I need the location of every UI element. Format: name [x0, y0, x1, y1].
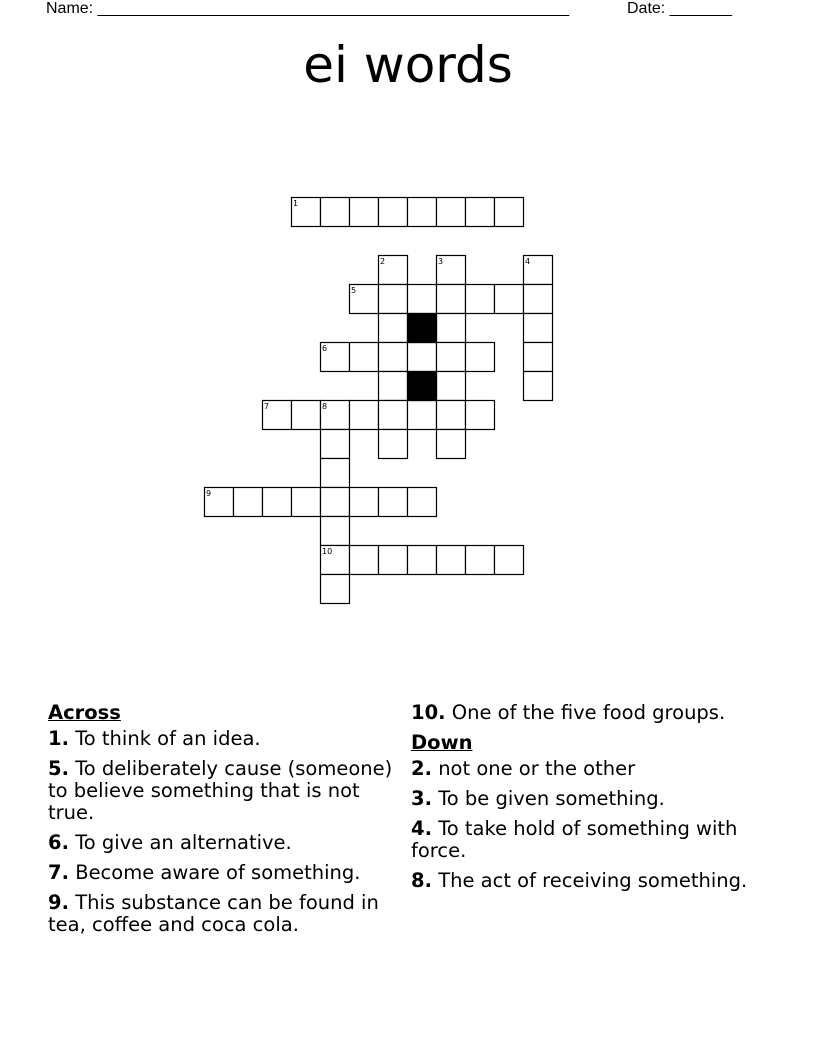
clue-number: 9.	[48, 891, 69, 914]
grid-cell[interactable]	[437, 285, 466, 314]
blocked-cell	[408, 372, 437, 401]
grid-cell[interactable]	[350, 401, 379, 430]
cell-number: 4	[525, 257, 531, 266]
grid-cell[interactable]	[379, 546, 408, 575]
across-clue-10	[411, 702, 771, 724]
across-clue-9	[48, 892, 393, 936]
clue-text: To think of an idea.	[75, 727, 261, 750]
across-clue-1	[48, 728, 393, 750]
cell-number: 10	[322, 547, 333, 556]
grid-cell[interactable]	[466, 285, 495, 314]
grid-cell[interactable]	[495, 285, 524, 314]
grid-cell[interactable]	[321, 488, 350, 517]
grid-cell[interactable]	[350, 198, 379, 227]
clue-number: 5.	[48, 757, 69, 780]
cell-number: 2	[380, 257, 386, 266]
clue-text: To be given something.	[438, 787, 665, 810]
date-label: Date:	[627, 0, 666, 17]
down-clue-2	[411, 758, 771, 780]
grid-cell[interactable]	[321, 575, 350, 604]
across-clue-6	[48, 832, 393, 854]
cell-number: 9	[206, 489, 212, 498]
grid-cell[interactable]	[437, 401, 466, 430]
grid-cell[interactable]	[321, 459, 350, 488]
grid-cell[interactable]	[466, 198, 495, 227]
down-clue-8	[411, 870, 771, 892]
clue-number: 8.	[411, 869, 432, 892]
down-clue-4	[411, 818, 771, 862]
grid-cell[interactable]	[321, 198, 350, 227]
across-heading: Across	[48, 701, 121, 724]
clue-number: 3.	[411, 787, 432, 810]
grid-cell[interactable]	[524, 285, 553, 314]
grid-cell[interactable]	[437, 198, 466, 227]
clue-number: 4.	[411, 817, 432, 840]
clue-text: The act of receiving something.	[438, 869, 748, 892]
grid-cell[interactable]	[495, 546, 524, 575]
grid-cell[interactable]	[466, 546, 495, 575]
grid-cell[interactable]	[466, 401, 495, 430]
clue-text: One of the five food groups.	[451, 701, 726, 724]
grid-cell[interactable]	[437, 314, 466, 343]
grid-cell[interactable]	[350, 488, 379, 517]
grid-cell[interactable]	[437, 372, 466, 401]
page-title: ei words	[303, 36, 513, 94]
grid-cell[interactable]	[379, 401, 408, 430]
grid-cell[interactable]	[379, 488, 408, 517]
grid-cell[interactable]	[379, 314, 408, 343]
cell-number: 6	[322, 344, 328, 353]
name-blank[interactable]: _____________________________________________________	[97, 0, 570, 17]
grid-cell[interactable]	[524, 343, 553, 372]
grid-cell[interactable]	[263, 488, 292, 517]
clues-right-column	[411, 702, 771, 900]
across-clue-7	[48, 862, 393, 884]
grid-cell[interactable]	[408, 546, 437, 575]
clue-text: To deliberately cause (someone) to believe something that is not true.	[48, 757, 393, 824]
grid-cell[interactable]	[379, 343, 408, 372]
grid-cell[interactable]	[437, 430, 466, 459]
grid-cell[interactable]	[524, 314, 553, 343]
clue-text: To take hold of something with force.	[411, 817, 738, 862]
clue-text: Become aware of something.	[75, 861, 361, 884]
grid-cell[interactable]	[379, 285, 408, 314]
grid-cell[interactable]	[408, 343, 437, 372]
date-blank[interactable]: _______	[669, 0, 732, 17]
down-clue-3	[411, 788, 771, 810]
down-heading: Down	[411, 731, 473, 754]
cell-number: 1	[293, 199, 299, 208]
grid-cell[interactable]	[321, 517, 350, 546]
grid-cell[interactable]	[524, 372, 553, 401]
clue-number: 1.	[48, 727, 69, 750]
grid-cell[interactable]	[350, 546, 379, 575]
clue-number: 7.	[48, 861, 69, 884]
clue-number: 2.	[411, 757, 432, 780]
clue-text: not one or the other	[438, 757, 636, 780]
across-clue-5	[48, 758, 393, 824]
clue-number: 6.	[48, 831, 69, 854]
clue-text: This substance can be found in tea, coffee and coca cola.	[48, 891, 379, 936]
grid-cell[interactable]	[379, 430, 408, 459]
grid-cell[interactable]	[379, 198, 408, 227]
grid-cell[interactable]	[379, 372, 408, 401]
blocked-cell	[408, 314, 437, 343]
cell-number: 5	[351, 286, 357, 295]
grid-cell[interactable]	[321, 430, 350, 459]
name-label: Name:	[46, 0, 94, 17]
grid-cell[interactable]	[350, 343, 379, 372]
grid-cell[interactable]	[408, 401, 437, 430]
cell-number: 7	[264, 402, 270, 411]
grid-cell[interactable]	[292, 488, 321, 517]
cell-number: 8	[322, 402, 328, 411]
grid-cell[interactable]	[408, 488, 437, 517]
grid-cell[interactable]	[292, 401, 321, 430]
grid-cell[interactable]	[408, 198, 437, 227]
clue-text: To give an alternative.	[75, 831, 292, 854]
grid-cell[interactable]	[234, 488, 263, 517]
grid-cell[interactable]	[466, 343, 495, 372]
grid-cell[interactable]	[495, 198, 524, 227]
grid-cell[interactable]	[437, 343, 466, 372]
clue-number: 10.	[411, 701, 446, 724]
cell-number: 3	[438, 257, 444, 266]
clues-left-column	[48, 702, 393, 944]
grid-cell[interactable]	[408, 285, 437, 314]
grid-cell[interactable]	[437, 546, 466, 575]
